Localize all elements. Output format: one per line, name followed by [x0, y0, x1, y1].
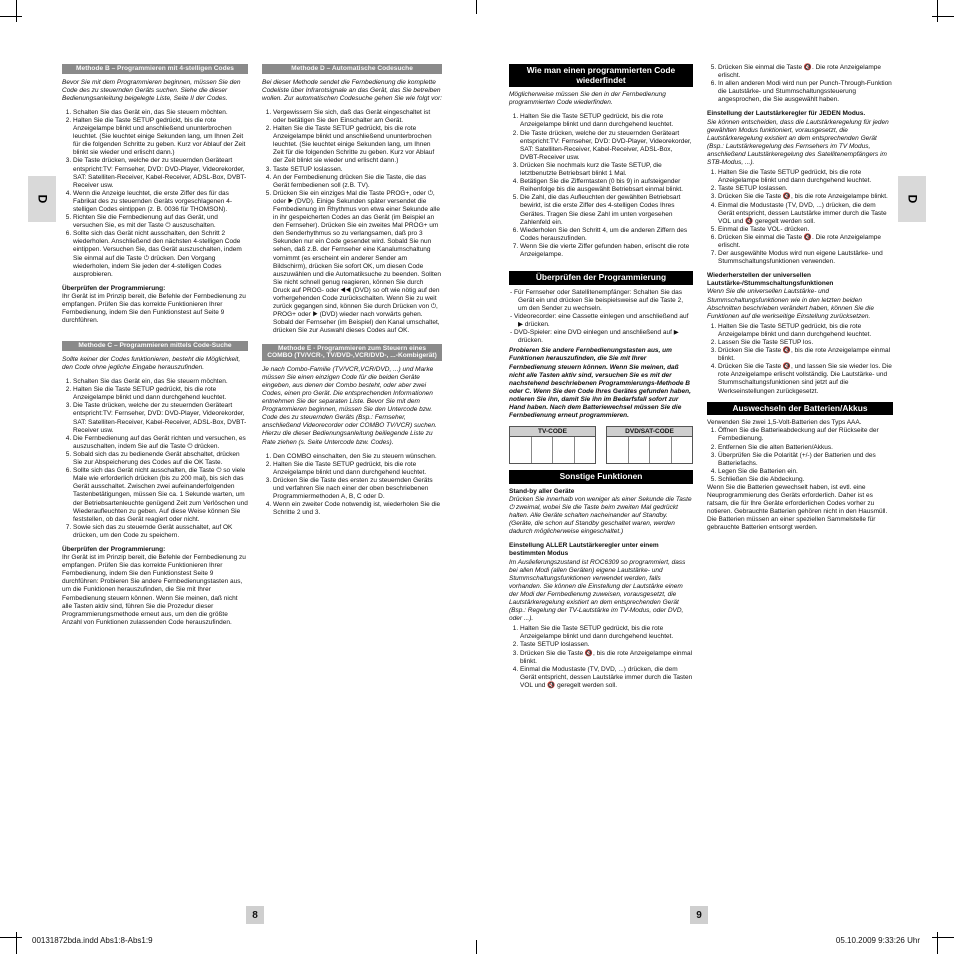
- step: 2. Halten Sie die Taste SETUP gedrückt, bis die rote Anzeigelampe blinkt und dann durchgehend leuchtet.: [73, 386, 248, 402]
- step: 2. Halten Sie die Taste SETUP gedrückt, bis die rote Anzeigelampe blinkt und anschließend ununterbrochen leuchtet. (Sie leuchtet einige Sekunden lang, um Ihnen Zeit für die folgenden Schritte zu geben. Kurz vor Ablauf der Zeit blinkt sie wieder und erlischt dann.): [73, 117, 248, 157]
- crop-mark: [937, 932, 938, 954]
- language-tab-left: D: [28, 176, 56, 222]
- section-header-method-d: Methode D – Automatische Codesuche: [262, 64, 442, 74]
- step: 1. Öffnen Sie die Batterieabdeckung auf der Rückseite der Fernbedienung.: [718, 427, 893, 443]
- step: 1. Den COMBO einschalten, den Sie zu steuern wünschen.: [273, 453, 442, 461]
- section-header-method-b: Methode B – Programmieren mit 4-stelligen Codes: [62, 64, 248, 74]
- step: 3. Drücken Sie die Taste des ersten zu steuernden Geräts und verfahren Sie nach einer der oben beschriebenen Programmiermethoden A, B, C oder D.: [273, 477, 442, 501]
- restore-title: Wiederherstellen der universellen Lautstärke-/Stummschaltungsfunktionen: [707, 272, 834, 288]
- step: 5. Schließen Sie die Abdeckung.: [718, 476, 893, 484]
- step: 1. Schalten Sie das Gerät ein, das Sie steuern möchten.: [73, 109, 248, 117]
- step: 6. Sollte sich das Gerät nicht ausschalten, den Schritt 2 wiederholen. Anschließend den nächsten 4-stelligen Code eintippen. Versuchen Sie, das Gerät auszuschalten, indem Sie einmal auf die Taste ⏻ drücken. Den Vorgang wiederholen, indem Sie jeden der 4-stelligen Codes ausprobieren.: [73, 230, 248, 279]
- crop-mark: [476, 0, 477, 14]
- section-header-check: Überprüfen der Programmierung: [509, 271, 693, 285]
- check-note: Probieren Sie andere Fernbedienungstasten aus, um Funktionen herauszufinden, die Sie mit Ihrer Fernbedienung steuern können. Wenn Sie meinen, daß nicht alle Tasten aktiv sind, versuchen Sie es mit der nachstehend beschriebenen Programmierungs-Methode B oder C. Wenn Sie den Code Ihres Gerätes gefunden haben, notieren Sie ihn, damit Sie ihn im Bedarfsfall sofort zur Hand haben. Nach dem Batteriewechsel müssen Sie die Fernbedienung erneut programmieren.: [509, 347, 691, 420]
- step: 6. In allen anderen Modi wird nun per Punch-Through-Funktion die Lautstärke- und Stummschaltungssteuerung angesprochen, die Sie ausgewählt haben.: [718, 80, 893, 104]
- step: 3. Drücken Sie die Taste 🔇, bis die rote Anzeigelampe einmal blinkt.: [520, 650, 693, 666]
- step: 7. Der ausgewählte Modus wird nun eigene Lautstärke- und Stummschaltungsfunktionen verwenden.: [718, 250, 893, 266]
- check-item: - DVD-Spieler: eine DVD einlegen und anschließend auf ▶ drücken.: [518, 329, 693, 345]
- method-c-steps: [62, 378, 248, 540]
- step: 2. Taste SETUP loslassen.: [520, 641, 693, 649]
- volume-all-steps: [509, 625, 693, 690]
- standby-title: Stand-by aller Geräte: [509, 487, 575, 495]
- method-d-intro: Bei dieser Methode sendet die Fernbedienung die komplette Codeliste über Infrarotsignale an das Gerät, das Sie betreiben wollen. Zur automatischen Codesuche gehen Sie wie folgt vor:: [262, 78, 442, 102]
- dvd-sat-code-box: [606, 426, 693, 464]
- column-4: [707, 64, 893, 539]
- crop-mark: [932, 937, 954, 938]
- step: 4. Drücken Sie die Taste 🔇, und lassen Sie sie wieder los. Die rote Anzeigelampe erlischt vollständig. Die Lautstärke- und Stummschaltungsfunktionen sind jetzt auf die Werkseinstellungen zurückgesetzt.: [718, 363, 893, 395]
- step: 5. Sobald sich das zu bedienende Gerät abschaltet, drücken Sie zur Abspeicherung des Codes auf die OK Taste.: [73, 451, 248, 467]
- step: 2. Lassen Sie die Taste SETUP los.: [718, 339, 893, 347]
- step: 4. Wenn ein zweiter Code notwendig ist, wiederholen Sie die Schritte 2 und 3.: [273, 501, 442, 517]
- step: 7. Wenn Sie die vierte Ziffer gefunden haben, erlischt die rote Anzeigelampe.: [520, 243, 693, 259]
- method-b-intro: Bevor Sie mit dem Programmieren beginnen, müssen Sie den Code des zu steuernden Geräts suchen. Siehe die dieser Bedienungsanleitung beigelegte Liste, Seite II der Codes.: [62, 78, 241, 102]
- volume-each-steps: [707, 169, 893, 266]
- check-title: Überprüfen der Programmierung:: [62, 284, 166, 292]
- battery-text: Wenn Sie die Batterien gewechselt haben, ist evtl. eine Neuprogrammierung des Geräts erforderlich. Daher ist es ratsam, die für Ihre Geräte erforderlichen Codes vorher zu notieren. Gebrauchte Batterien gehören nicht in den Hausmüll. Die Batterien müssen an einer speziellen Sammelstelle für gebrauchte Batterien entsorgt werden.: [707, 484, 888, 532]
- step: 2. Die Taste drücken, welche der zu steuernden Geräteart entspricht:TV: Fernseher, DVD: DVD-Player, Videorekorder, SAT: Satelliten-Receiver, Kabel-Receiver, ADSL-Box, DVBT-Receiver usw.: [520, 130, 693, 162]
- check-text: Ihr Gerät ist im Prinzip bereit, die Befehle der Fernbedienung zu empfangen. Prüfen Sie das korrekte Funktionieren Ihrer Fernbedienung, indem Sie den Funktionstest auf Seite 9 durchführen.: [62, 292, 246, 325]
- method-e-intro: Je nach Combo-Familie (TV/VCR,VCR/DVD, ...) und Marke müssen Sie einen einzigen Code für die beiden Geräte eingeben, aus denen der Combo besteht, oder aber zwei Codes, einen pro Gerät. Die entsprechenden Informationen entnehmen Sie der separaten Liste. Bevor Sie mit dem Programmieren beginnen, müssen Sie den Untercode bzw. Code des zu steuernden Geräts (Bsp.: Fernseher, anschließend Videorecorder oder COMBO TV/VCR) suchen. Hierzu die dieser Bedienungsanleitung beiliegende Liste zu Rate ziehen (s. Seite Untercode bzw. Codes).: [262, 365, 437, 446]
- step: 2. Taste SETUP loslassen.: [718, 185, 893, 193]
- check-title: Überprüfen der Programmierung:: [62, 545, 166, 553]
- step: 1. Halten Sie die Taste SETUP gedrückt, bis die rote Anzeigelampe blinkt und dann durchgehend leuchtet.: [520, 625, 693, 641]
- step: 5. Richten Sie die Fernbedienung auf das Gerät, und versuchen Sie, es mit der Taste ⏻ auszuschalten.: [73, 214, 248, 230]
- footer-file-info: 00131872bda.indd Abs1:8-Abs1:9: [32, 936, 153, 945]
- method-b-steps: [62, 109, 248, 279]
- dvd-sat-code-label: DVD/SAT-CODE: [607, 427, 692, 437]
- restore-steps: [707, 323, 893, 396]
- step: 3. Die Taste drücken, welche der zu steuernden Geräteart entspricht:TV: Fernseher, DVD: DVD-Player, Videorekorder, SAT: Satelliten-Receiver, Kabel-Receiver, ADSL-Box, DVBT-Receiver usw.: [73, 157, 248, 189]
- section-header-method-c: Methode C – Programmieren mittels Code-Suche: [62, 341, 248, 351]
- step: 1. Schalten Sie das Gerät ein, das Sie steuern möchten.: [73, 378, 248, 386]
- step: 5. Drücken Sie ein einziges Mal die Taste PROG+, oder ⏻, oder ▶ (DVD). Einige Sekunden später versendet die Fernbedienung im Rhythmus von etwa einer Sekunde alle in ihr gespeicherten Codes an das Gerät (im Beispiel an den Fernseher). Drücken Sie ein zweites Mal PROG+ um den Senderhythmus so zu verlangsamen, daß pro 3 Sekunden nur ein Code gesendet wird. Sobald Sie nun sehen, daß z.B. der Fernseher eine Kanalumschaltung vornimmt (es erscheint ein anderer Sender am Bildschirm), drücken Sie sofort OK, um diesen Code auszuwählen und die Automatiksuche zu beenden. Sollten Sie nicht schnell genug reagieren, können Sie durch Druck auf PROG- oder ◀◀ (DVD) so oft wie nötig auf den vorhergehenden Code zurückschalten. Wenn Sie zu weit zurück gegangen sind, können Sie durch Drücken von ⏻, PROG+ oder ▶ (DVD) wieder nach vorwärts gehen. Sobald der Fernseher (im Beispiel) den Kanal umschaltet, drücken Sie zur Auswahl dieses Codes auf OK.: [273, 190, 442, 336]
- step: 2. Entfernen Sie die alten Batterien/Akkus.: [718, 444, 893, 452]
- volume-all-steps-cont: [707, 64, 893, 104]
- method-d-steps: [262, 109, 442, 336]
- crop-mark: [16, 932, 17, 954]
- step: 4. An der Fernbedienung drücken Sie die Taste, die das Gerät fernbedienen soll (z.B. TV).: [273, 174, 442, 190]
- section-header-method-e: Methode E - Programmieren zum Steuern eines COMBO (TV/VCR-, TV/DVD-,VCR/DVD-, ...-Kombigerät): [262, 344, 442, 361]
- step: 2. Halten Sie die Taste SETUP gedrückt, bis die rote Anzeigelampe blinkt und dann durchgehend leuchtet.: [273, 461, 442, 477]
- step: 3. Drücken Sie die Taste 🔇, bis die rote Anzeigelampe blinkt.: [718, 193, 893, 201]
- page-number-left: 8: [246, 906, 264, 924]
- column-2: [262, 64, 442, 523]
- volume-all-title: Einstellung ALLER Lautstärkeregler unter einem bestimmten Modus: [509, 542, 659, 558]
- step: 3. Taste SETUP loslassen.: [273, 166, 442, 174]
- step: 1. Halten Sie die Taste SETUP gedrückt, bis die rote Anzeigelampe blinkt und dann durchgehend leuchtet.: [718, 323, 893, 339]
- column-1: [62, 64, 248, 633]
- section-header-find-code: Wie man einen programmierten Code wiederfindet: [509, 64, 693, 87]
- step: 5. Einmal die Taste VOL- drücken.: [718, 226, 893, 234]
- step: 5. Die Zahl, die das Aufleuchten der gewählten Betriebsart bewirkt, ist die erste Ziffer des 4-stelligen Codes Ihres Gerätes. Tragen Sie diese Zahl im unten vorgesehen Zahlenfeld ein.: [520, 194, 693, 226]
- step: 4. Einmal die Modustaste (TV, DVD, ...) drücken, die dem Gerät entspricht, dessen Lautstärke immer durch die Taste VOL und 🔇 geregelt werden soll.: [718, 202, 893, 226]
- battery-steps: [707, 427, 893, 484]
- step: 4. Einmal die Modustaste (TV, DVD, ...) drücken, die dem Gerät entspricht, dessen Lautstärke immer durch die Tasten VOL und 🔇 geregelt werden soll.: [520, 666, 693, 690]
- step: 4. Die Fernbedienung auf das Gerät richten und versuchen, es auszuschalten, indem Sie auf die Taste ⏻ drücken.: [73, 435, 248, 451]
- check-item: - Videorecorder: eine Cassette einlegen und anschließend auf ▶ drücken.: [518, 313, 693, 329]
- step: 3. Drücken Sie die Taste 🔇, bis die rote Anzeigelampe einmal blinkt.: [718, 347, 893, 363]
- crop-mark: [0, 16, 22, 17]
- page-number-right: 9: [690, 906, 708, 924]
- step: 1. Halten Sie die Taste SETUP gedrückt, bis die rote Anzeigelampe blinkt und dann durchgehend leuchtet.: [718, 169, 893, 185]
- crop-mark: [16, 0, 17, 22]
- method-c-intro: Sollte keiner der Codes funktionieren, besteht die Möglichkeit, den Code ohne jegliche Eingabe herauszufinden.: [62, 355, 241, 371]
- section-header-other-functions: Sonstige Funktionen: [509, 470, 693, 484]
- check-text: Ihr Gerät ist im Prinzip bereit, die Befehle der Fernbedienung zu empfangen. Prüfen Sie das korrekte Funktionieren Ihrer Fernbedienung, indem Sie den Funktionstest Seite 9 durchführen: Probieren Sie andere Fernbedienungstasten aus, um die Funktionen herauszufinden, die Sie mit Ihrer Fernbedienung steuern können. Wenn Sie meinen, daß nicht alle Tasten aktiv sind, führen Sie die Prozedur dieser Programmierungsmethode erneut aus, um den die größte Anzahl von Funktionen zulassenden Code herauszufinden.: [62, 554, 246, 626]
- step: 7. Sowie sich das zu steuernde Gerät ausschaltet, auf OK drücken, um den Code zu speichern.: [73, 524, 248, 540]
- step: 4. Betätigen Sie die Zifferntasten (0 bis 9) in aufsteigender Reihenfolge bis die ausgewählt Betriebsart einmal blinkt.: [520, 178, 693, 194]
- crop-mark: [476, 940, 477, 954]
- step: 2. Halten Sie die Taste SETUP gedrückt, bis die rote Anzeigelampe blinkt und anschließend ununterbrochen leuchtet. (Sie leuchtet einige Sekunden lang, um Ihnen Zeit für die folgenden Schritte zu geben. Kurz vor Ablauf der Zeit blinkt sie wieder und erlischt dann.): [273, 125, 442, 165]
- step: 1. Halten Sie die Taste SETUP gedrückt, bis die rote Anzeigelampe blinkt und dann durchgehend leuchtet.: [520, 113, 693, 129]
- tv-code-label: TV-CODE: [510, 427, 595, 437]
- crop-mark: [932, 16, 954, 17]
- check-item: - Für Fernseher oder Satellitenempfänger: Schalten Sie das Gerät ein und drücken Sie beispielsweise auf die Taste 2, um den Sender zu wechseln.: [518, 289, 693, 313]
- find-intro: Möglicherweise müssen Sie den in der Fernbedienung programmierten Code wiederfinden.: [509, 91, 666, 107]
- crop-mark: [0, 937, 22, 938]
- volume-each-title: Einstellung der Lautstärkeregler für JEDEN Modus.: [707, 110, 866, 118]
- battery-intro: Verwenden Sie zwei 1,5-Volt-Batterien des Typs AAA.: [707, 419, 862, 427]
- crop-mark: [937, 0, 938, 22]
- restore-intro: Wenn Sie die universellen Lautstärke- und Stummschaltungsfunktionen wie in den letzten beiden Abschnitten beschrieben verändert haben, können Sie die Funktionen auf die werkseitige Einstellung zurücksetzen.: [707, 288, 874, 320]
- code-entry-boxes: [509, 426, 693, 464]
- language-tab-right: D: [898, 176, 926, 222]
- step: 4. Legen Sie die Batterien ein.: [718, 468, 893, 476]
- step: 4. Wenn die Anzeige leuchtet, die erste Ziffer des für das Fabrikat des zu steuernden Geräts vorgeschlagenen 4-stelligen Codes eintippen (z. B. 0036 für THOMSON).: [73, 190, 248, 214]
- step: 6. Drücken Sie einmal die Taste 🔇. Die rote Anzeigelampe erlischt.: [718, 234, 893, 250]
- method-e-steps: [262, 453, 442, 518]
- volume-each-intro: Sie können entscheiden, dass die Lautstärkeregelung für jeden gewählten Modus funktioniert, vorausgesetzt, die Lautstärkeregelung existiert an dem entsprechenden Gerät (Bsp.: Lautstärkeregelung des Fernsehers im TV Modus, anschließend Lautstärkeregelung des Satellitenempfängers im STB-Modus, ...).: [707, 118, 889, 167]
- section-header-batteries: Auswechseln der Batterien/Akkus: [707, 402, 893, 416]
- step: 5. Drücken Sie einmal die Taste 🔇. Die rote Anzeigelampe erlischt.: [718, 64, 893, 80]
- footer-timestamp: 05.10.2009 9:33:26 Uhr: [835, 936, 920, 945]
- step: 3. Die Taste drücken, welche der zu steuernden Geräteart entspricht:TV: Fernseher, DVD: DVD-Player, Videorekorder, SAT: Satelliten-Receiver, Kabel-Receiver, ADSL-Box, DVBT-Receiver usw.: [73, 402, 248, 434]
- step: 1. Vergewissern Sie sich, daß das Gerät eingeschaltet ist oder betätigen Sie den Einschalter am Gerät.: [273, 109, 442, 125]
- tv-code-box: [509, 426, 596, 464]
- step: 3. Überprüfen Sie die Polarität (+/-) der Batterien und des Batteriefachs.: [718, 452, 893, 468]
- step: 6. Wiederholen Sie den Schritt 4, um die anderen Ziffern des Codes herauszufinden.: [520, 227, 693, 243]
- column-3: [509, 64, 693, 696]
- standby-text: Drücken Sie innerhalb von weniger als einer Sekunde die Taste ⏻ zweimal, wobei Sie die Taste beim zweiten Mal gedrückt halten. Alle Geräte schalten nacheinander auf Standby. (Geräte, die schon auf Standby geschaltet waren, werden dadurch möglicherweise eingeschaltet.): [509, 495, 692, 536]
- step: 3. Drücken Sie nochmals kurz die Taste SETUP, die letztbenutzte Betriebsart blinkt 1 Mal.: [520, 162, 693, 178]
- check-items: [509, 289, 693, 346]
- find-steps: [509, 113, 693, 259]
- volume-all-intro: Im Auslieferungszustand ist ROC6309 so programmiert, dass bei allen Modi (allen Geräten) eigene Lautstärke- und Stummschaltungsfunktionen verwendet werden, falls vorhanden. Sie können die Einstellung der Lautstärke einem der Modi der Fernbedienung zuweisen, vorausgesetzt, die Lautstärkeregelung existiert an dem entsprechenden Gerät (Bsp.: Regelung der TV-Lautstärke im TV-Modus, oder DVD, oder ...).: [509, 558, 686, 623]
- step: 6. Sollte sich das Gerät nicht ausschalten, die Taste ⏻ so viele Male wie erforderlich drücken (bis zu 200 mal), bis sich das Gerät ausschaltet. Zwischen zwei aufeinanderfolgenden Tastenbetätigungen, müssen Sie ca. 1 Sekunde warten, um der Betriebsartenleuchte genügend Zeit zum Verlöschen und Wiederaufleuchten zu geben. Auf diese Weise können Sie feststellen, ob das Gerät reagiert oder nicht.: [73, 467, 248, 524]
